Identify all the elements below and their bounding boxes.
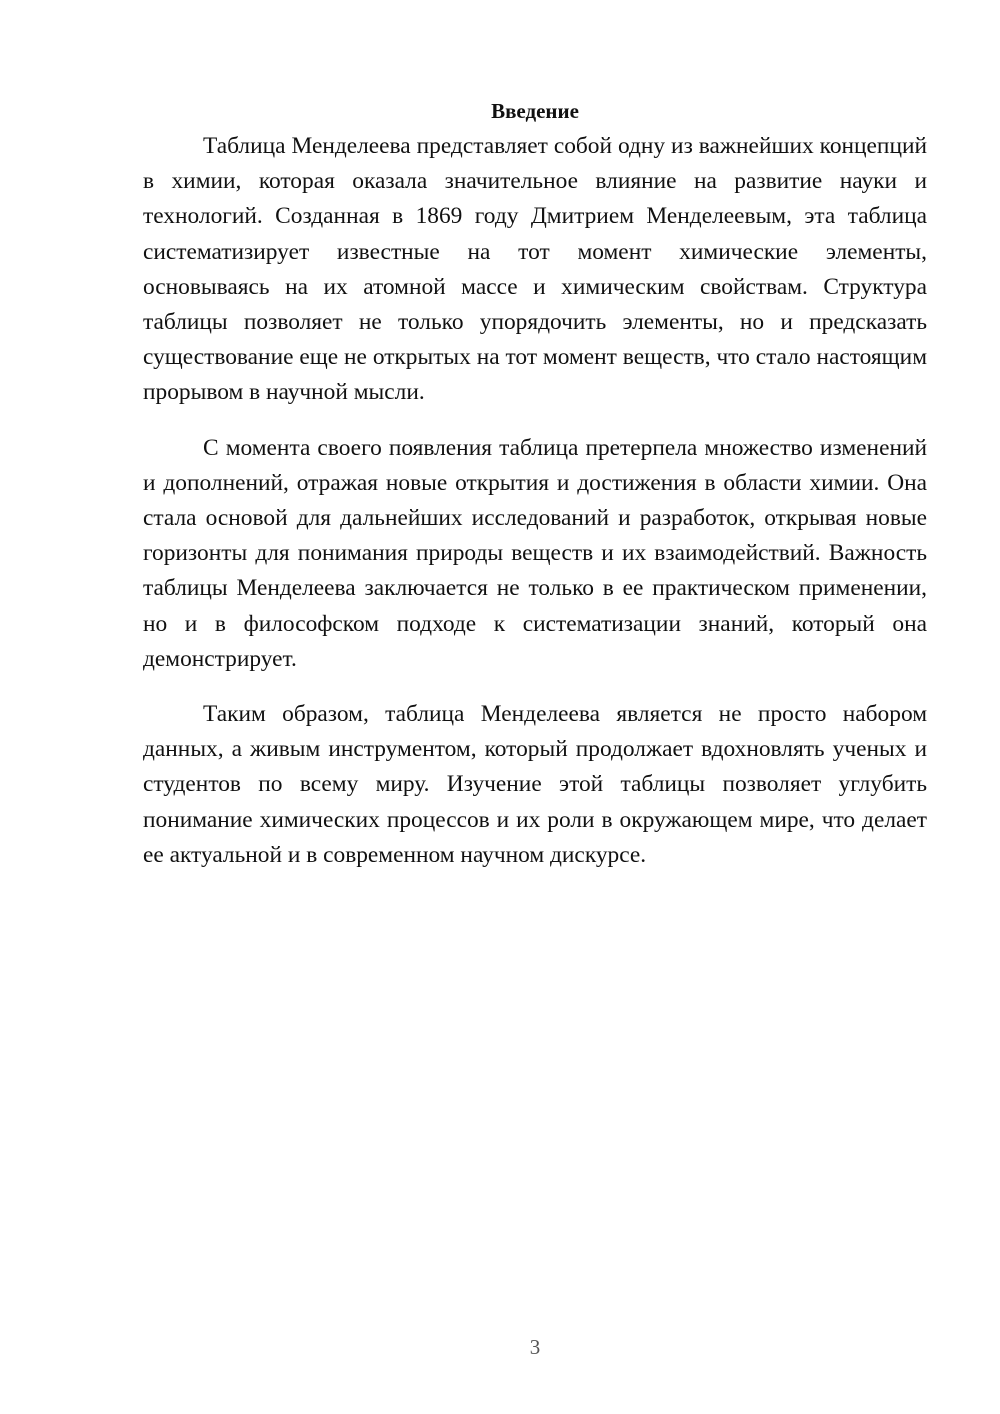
- section-heading: Введение: [491, 99, 579, 123]
- paragraph-1: Таблица Менделеева представляет собой одну из важнейших концепций в химии, которая оказала значительное влияние на развитие науки и технологий. Созданная в 1869 году Дмитрием Менделеевым, эта таблица систематизирует известные на тот момент химические элементы, основываясь на их атомной массе и химическим свойствам. Структура таблицы позволяет не только упорядочить элементы, но и предсказать существование еще не открытых на тот момент веществ, что стало настоящим прорывом в научной мысли.: [143, 133, 927, 406]
- page-number: 3: [529, 1335, 541, 1359]
- page-content: [143, 96, 927, 893]
- paragraph-2: С момента своего появления таблица претерпела множество изменений и дополнений, отражая новые открытия и достижения в области химии. Она стала основой для дальнейших исследований и разработок, открывая новые горизонты для понимания природы веществ и их взаимодействий. Важность таблицы Менделеева заключается не только в ее практическом применении, но и в философском подходе к систематизации знаний, который она демонстрирует.: [143, 434, 927, 672]
- paragraph-3: Таким образом, таблица Менделеева является не просто набором данных, а живым инструментом, который продолжает вдохновлять ученых и студентов по всему миру. Изучение этой таблицы позволяет углубить понимание химических процессов и их роли в окружающем мире, что делает ее актуальной и в современном научном дискурсе.: [143, 701, 927, 868]
